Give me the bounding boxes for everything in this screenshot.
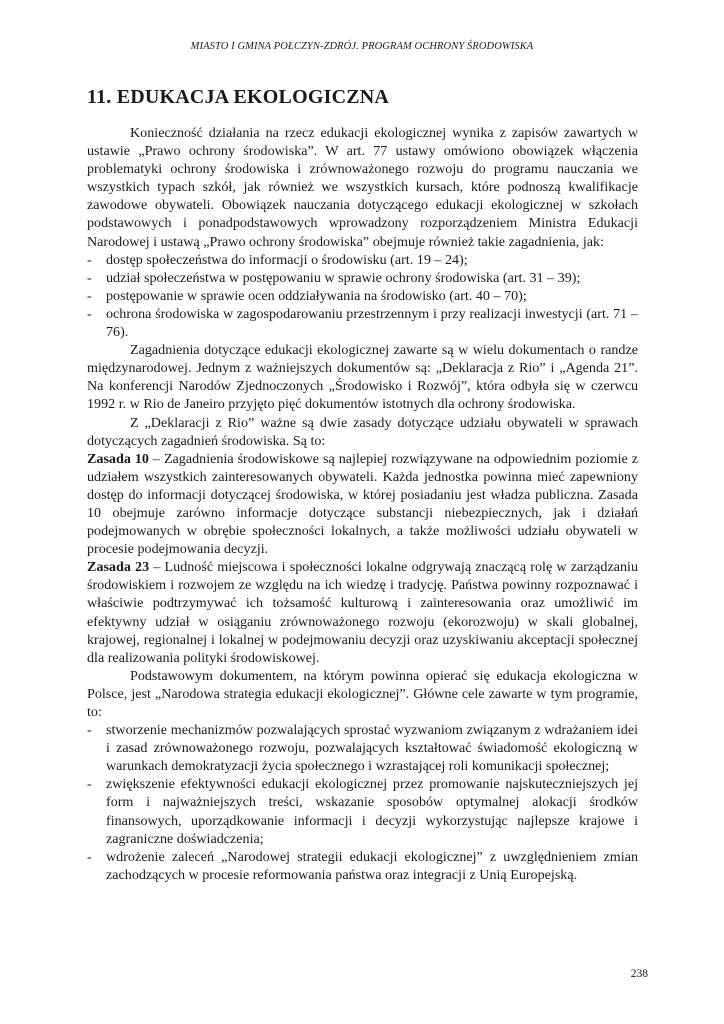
section-title: 11. EDUKACJA EKOLOGICZNA	[87, 86, 390, 108]
principle-23-label: Zasada 23	[87, 559, 150, 576]
list-item-text: postępowanie w sprawie ocen oddziaływania na środowisko (art. 40 – 70);	[106, 287, 527, 304]
page-number: 238	[630, 968, 648, 980]
issues-list	[87, 251, 638, 341]
principle-10-label: Zasada 10	[87, 450, 149, 467]
list-dash: -	[87, 269, 92, 286]
list-item-text: dostęp społeczeństwa do informacji o środowisku (art. 19 – 24);	[106, 251, 468, 268]
intro-paragraph: Konieczność działania na rzecz edukacji ekologicznej wynika z zapisów zawartych w ustawie „Prawo ochrony środowiska”. W art. 77 ustawy omówiono obowiązek włączenia problematyki ochrony środowiska i zrównoważonego rozwoju do programu nauczania we wszystkich typach szkół, jak również we wszystkich kursach, które podnoszą kwalifikacje zawodowe obywateli. Obowiązek nauczania dotyczącego edukacji ekologicznej w szkołach podstawowych i ponadpodstawowych wprowadzony rozporządzeniem Ministra Edukacji Narodowej i ustawą „Prawo ochrony środowiska” obejmuje również takie zagadnienia, jak:	[87, 125, 638, 250]
list-item	[87, 775, 638, 847]
rio-intro-paragraph: Z „Deklaracji z Rio” ważne są dwie zasady dotyczące udziału obywateli w sprawach dotyczących zagadnień środowiska. Są to:	[87, 414, 638, 449]
list-item-text: wdrożenie zaleceń „Narodowej strategii edukacji ekologicznej” z uwzględnieniem zmian zachodzących w procesie reformowania państwa oraz integracji z Unią Europejską.	[106, 848, 638, 883]
list-item	[87, 251, 638, 269]
list-dash: -	[87, 287, 92, 304]
international-paragraph: Zagadnienia dotyczące edukacji ekologicznej zawarte są w wielu dokumentach o randze międzynarodowej. Jednym z ważniejszych dokumentów są: „Deklaracja z Rio” i „Agenda 21”. Na konferencji Narodów Zjednoczonych „Środowisko i Rozwój”, która odbyła się w czerwcu 1992 r. w Rio de Janeiro przyjęto pięć dokumentów istotnych dla ochrony środowiska.	[87, 342, 638, 413]
list-item-text: ochrona środowiska w zagospodarowaniu przestrzennym i przy realizacji inwestycji (art. 71 – 76).	[106, 305, 638, 341]
principle-10-paragraph	[87, 450, 638, 559]
list-dash: -	[87, 722, 92, 739]
goals-list	[87, 721, 638, 884]
list-item	[87, 287, 638, 305]
list-dash: -	[87, 776, 92, 793]
running-header: MIASTO I GMINA POŁCZYN-ZDRÓJ. PROGRAM OCHRONY ŚRODOWISKA	[190, 41, 534, 52]
list-item-text: stworzenie mechanizmów pozwalających sprostać wyzwaniom związanym z wdrażaniem idei i zasad zrównoważonego rozwoju, pozwalających kształtować świadomość ekologiczną w warunkach demokratyzacji życia społecznego i wzrastającej roli komunikacji społecznej;	[106, 722, 638, 775]
list-item	[87, 305, 638, 341]
list-item	[87, 269, 638, 287]
principle-10-text: – Zagadnienia środowiskowe są najlepiej rozwiązywane na odpowiednim poziomie z udziałem wszystkich zainteresowanych obywateli. Każda jednostka powinna mieć zapewniony dostęp do informacji dotyczącej środowiska, w której posiadaniu jest władza publiczna. Zasada 10 obejmuje zarówno informacje dotyczące substancji niebezpiecznych, jak i działań podejmowanych w obrębie społeczności lokalnych, a także możliwości udziału obywateli w procesie podejmowania decyzji.	[87, 450, 638, 558]
list-item	[87, 848, 638, 884]
list-dash: -	[87, 305, 92, 322]
strategy-intro-paragraph: Podstawowym dokumentem, na którym powinna opierać się edukacja ekologiczna w Polsce, jest „Narodowa strategia edukacji ekologicznej”. Główne cele zawarte w tym programie, to:	[87, 667, 638, 720]
principle-23-text: – Ludność miejscowa i społeczności lokalne odgrywają znaczącą rolę w zarządzaniu środowiskiem i rozwojem ze względu na ich wiedzę i tradycję. Państwa powinny rozpoznawać i właściwie podtrzymywać ich tożsamość kulturową i zainteresowania oraz umożliwić im efektywny udział w osiąganiu zrównoważonego rozwoju (ekorozwoju) w skali globalnej, krajowej, regionalnej i lokalnej w podejmowaniu decyzji oraz uzyskiwaniu akceptacji społecznej dla realizowania polityki środowiskowej.	[87, 559, 639, 666]
list-item-text: zwiększenie efektywności edukacji ekologicznej przez promowanie najskuteczniejszych jej form i najważniejszych treści, wskazanie sposobów optymalnej alokacji środków finansowych, uporządkowanie informacji i decyzji wykorzystując najlepsze krajowe i zagraniczne doświadczenia;	[106, 776, 638, 847]
list-item	[87, 721, 638, 775]
list-item-text: udział społeczeństwa w postępowaniu w sprawie ochrony środowiska (art. 31 – 39);	[106, 269, 581, 286]
list-dash: -	[87, 848, 92, 865]
body-text	[87, 124, 638, 884]
principle-23-paragraph	[87, 558, 638, 667]
list-dash: -	[87, 251, 92, 268]
